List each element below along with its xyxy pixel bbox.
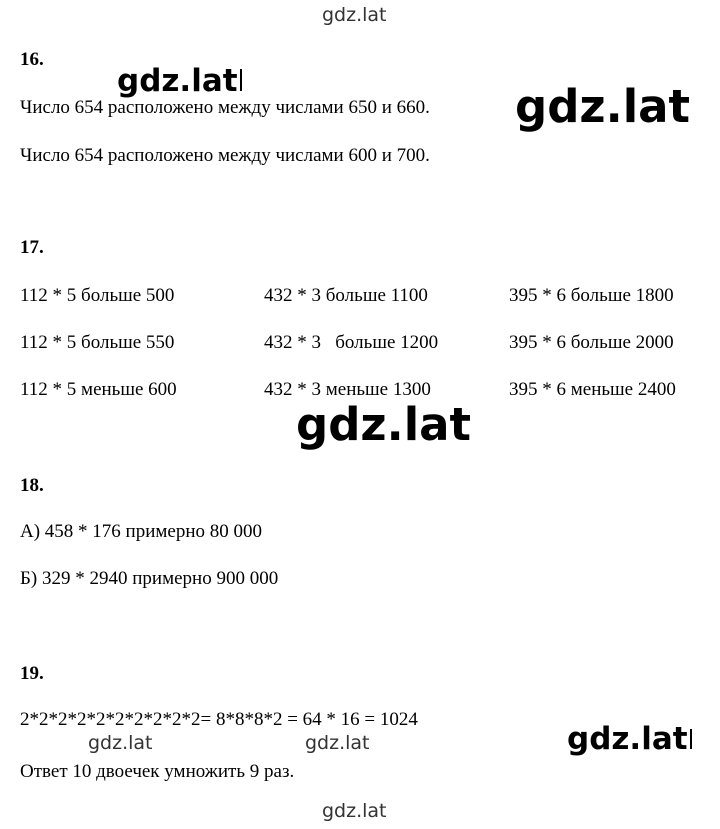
- task-17-cell: 432 * 3 больше 1200: [264, 332, 439, 353]
- task-17-cell: 432 * 3 меньше 1300: [264, 379, 431, 400]
- watermark-19-mid: gdz.lat: [305, 732, 370, 754]
- task-16-line-1: Число 654 расположено между числами 650 и 660.: [20, 97, 430, 118]
- task-17-cell: 112 * 5 больше 550: [20, 332, 175, 353]
- task-17-cell: 112 * 5 меньше 600: [20, 379, 177, 400]
- watermark-16-small: [117, 63, 242, 99]
- task-17-cell: 395 * 6 больше 1800: [509, 285, 674, 306]
- cursor-mark: [240, 69, 242, 91]
- watermark-19-left: gdz.lat: [88, 732, 153, 754]
- watermark-16-big: gdz.lat: [515, 80, 691, 133]
- task-number-19: 19.: [20, 663, 44, 684]
- task-19-line-1: 2*2*2*2*2*2*2*2*2*2= 8*8*8*2 = 64 * 16 = 1024: [20, 709, 418, 730]
- task-17-cell: 395 * 6 больше 2000: [509, 332, 674, 353]
- watermark-bottom: gdz.lat: [322, 800, 387, 822]
- task-16-line-2: Число 654 расположено между числами 600 и 700.: [20, 145, 430, 166]
- task-number-18: 18.: [20, 475, 44, 496]
- task-18-line-a: А) 458 * 176 примерно 80 000: [20, 521, 263, 542]
- task-19-answer: Ответ 10 двоечек умножить 9 раз.: [20, 761, 295, 782]
- watermark-19-right-text: gdz.lat: [567, 721, 688, 757]
- task-number-16: 16.: [20, 49, 44, 70]
- cursor-mark: [690, 729, 692, 749]
- task-17-cell: 112 * 5 больше 500: [20, 285, 175, 306]
- watermark-top: gdz.lat: [322, 4, 387, 26]
- task-18-line-b: Б) 329 * 2940 примерно 900 000: [20, 568, 279, 589]
- watermark-16-small-text: gdz.lat: [117, 63, 238, 99]
- watermark-19-right: [567, 721, 692, 757]
- task-17-cell: 395 * 6 меньше 2400: [509, 379, 676, 400]
- task-17-cell: 432 * 3 больше 1100: [264, 285, 428, 306]
- task-number-17: 17.: [20, 237, 44, 258]
- watermark-17-big: gdz.lat: [296, 398, 472, 451]
